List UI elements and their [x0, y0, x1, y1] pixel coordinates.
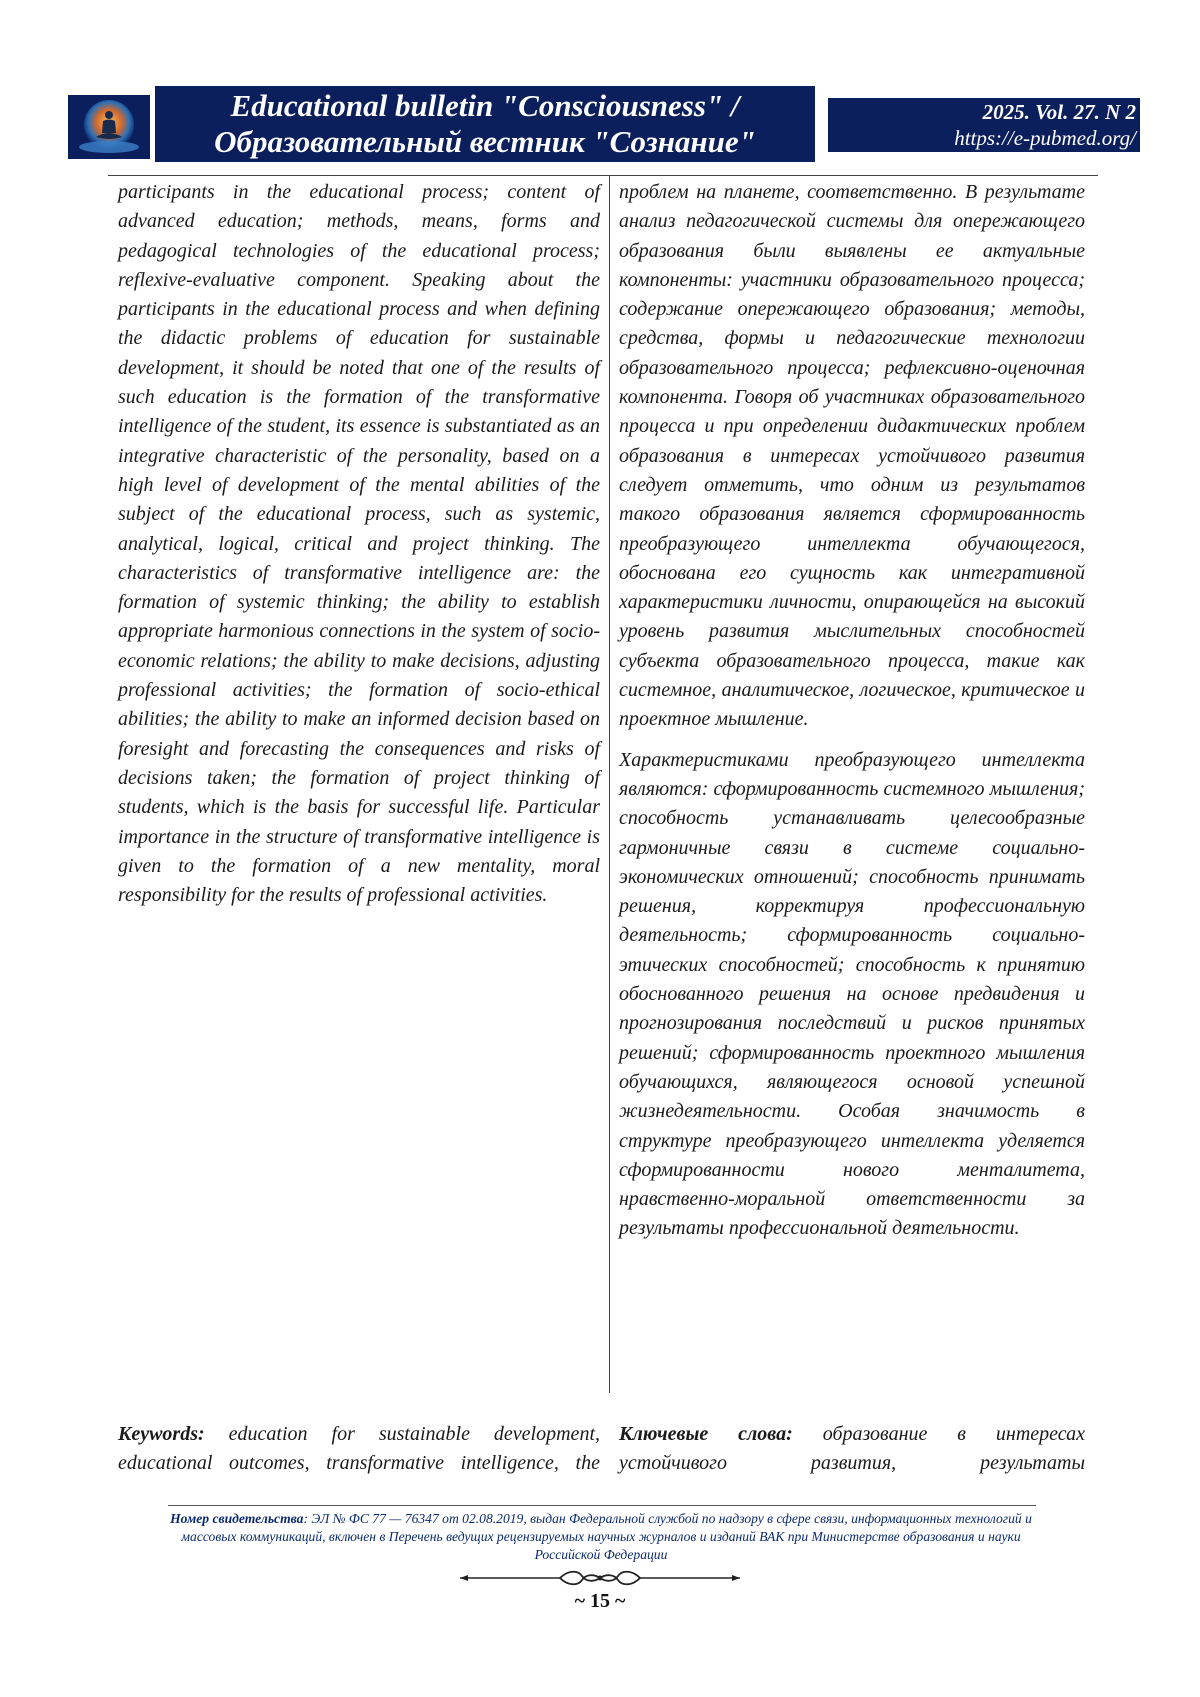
journal-title-banner [155, 86, 815, 162]
certificate-label: Номер свидетельства [170, 1511, 304, 1526]
meditating-figure-globe-icon [70, 97, 148, 157]
journal-title-russian: Образовательный вестник "Сознание" [214, 124, 756, 159]
issue-info-banner [828, 98, 1140, 152]
scroll-ornament-icon [460, 1568, 740, 1588]
issue-volume: 2025. Vol. 27. N 2 [982, 100, 1136, 124]
russian-keywords [619, 1420, 1085, 1479]
column-divider [609, 175, 610, 1393]
footer-divider [168, 1505, 1036, 1506]
russian-keywords-label: Ключевые слова: [619, 1423, 793, 1445]
journal-title-english: Educational bulletin "Consciousness" / [230, 88, 740, 123]
journal-logo [68, 95, 150, 159]
header-divider [108, 175, 1098, 176]
russian-column [619, 178, 1085, 1244]
russian-keywords-text: образование в интересах устойчивого развития, результаты [619, 1423, 1086, 1475]
journal-url[interactable]: https://e-pubmed.org/ [954, 126, 1136, 150]
english-keywords [118, 1420, 600, 1479]
english-keywords-text: education for sustainable development, educational outcomes, transformative intelligence, the [118, 1423, 600, 1475]
english-keywords-label: Keywords: [118, 1423, 205, 1445]
russian-paragraph-2: Характеристиками преобразующего интеллекта являются: сформированность системного мышления; способность устанавливать целесообразные гармоничные связи в системе социально-экономических отношений; способность принимать решения, корректируя профессиональную деятельность; сформированность социально-этических способностей; способность к принятию обоснованного решения на основе предвидения и прогнозирования последствий и рисков принятых решений; сформированность проектного мышления обучающихся, являющегося основой успешной жизнедеятельности. Особая значимость в структуре преобразующего интеллекта уделяется сформированности нового менталитета, нравственно-моральной ответственности за результаты профессиональной деятельности. [619, 748, 1085, 1240]
english-paragraph: participants in the educational process; content of advanced education; methods, means, forms and pedagogical technologies of the educational process; reflexive-evaluative component. Speaking about the participants in the educational process and when defining the didactic problems of education for sustainable development, it should be noted that one of the results of such education is the formation of the transformative intelligence of the student, its essence is substantiated as an integrative characteristic of the personality, based on a high level of development of the mental abilities of the subject of the educational process, such as systemic, analytical, logical, critical and project thinking. The characteristics of transformative intelligence are: the formation of systemic thinking; the ability to establish appropriate harmonious connections in the system of socio-economic relations; the ability to make decisions, adjusting professional activities; the formation of socio-ethical abilities; the ability to make an informed decision based on foresight and forecasting the consequences and risks of decisions taken; the formation of project thinking of students, which is the basis for successful life. Particular importance in the structure of transformative intelligence is given to the formation of a new mentality, moral responsibility for the results of professional activities. [118, 181, 600, 907]
registration-certificate [150, 1510, 1052, 1564]
certificate-text: : ЭЛ № ФС 77 — 76347 от 02.08.2019, выдан Федеральной службой по надзору в сфере связи, информационных технологий и массовых коммуникаций, включен в Перечень ведущих рецензируемых научных журналов и изданий ВАК при Министерстве образования и науки Российской Федерации [181, 1511, 1032, 1562]
russian-paragraph-1: проблем на планете, соответственно. В результате анализ педагогической системы для опережающего образования были выявлены ее актуальные компоненты: участники образовательного процесса; содержание опережающего образования; методы, средства, формы и педагогические технологии образовательного процесса; рефлексивно-оценочная компонента. Говоря об участниках образовательного процесса и при определении дидактических проблем образования в интересах устойчивого развития следует отметить, что одним из результатов такого образования является сформированность преобразующего интеллекта обучающегося, обоснована его сущность как интегративной характеристики личности, опирающейся на высокий уровень развития мыслительных способностей субъекта образовательного процесса, такие как системное, аналитическое, логическое, критическое и проектное мышление. [619, 181, 1085, 731]
english-column [118, 178, 600, 910]
page-number: ~ 15 ~ [574, 1590, 626, 1612]
